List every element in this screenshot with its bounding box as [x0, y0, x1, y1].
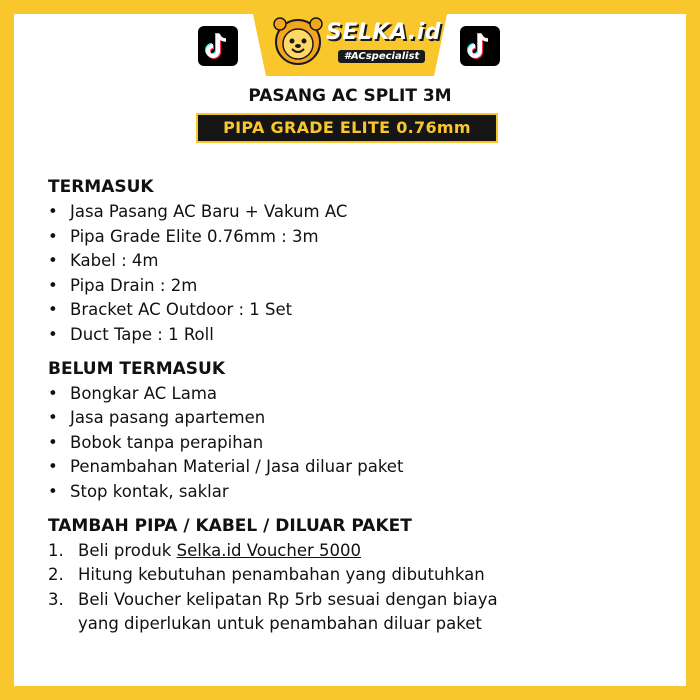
brand-tagline: #ACspecialist — [338, 50, 425, 63]
tiktok-icon — [460, 26, 500, 66]
brand-name: SELKA.id — [326, 20, 442, 45]
tiktok-icon — [198, 26, 238, 66]
list-item: • Bobok tanpa perapihan — [48, 432, 264, 452]
list-item: • Pipa Grade Elite 0.76mm : 3m — [48, 226, 319, 246]
step-item: 2. Hitung kebutuhan penambahan yang dibutuhkan — [48, 565, 485, 585]
step-item: 1. Beli produk Selka.id Voucher 5000 — [48, 540, 362, 560]
excluded-heading: BELUM TERMASUK — [48, 358, 226, 379]
extra-steps — [48, 539, 668, 637]
list-item: • Jasa Pasang AC Baru + Vakum AC — [48, 202, 348, 221]
page-title: PASANG AC SPLIT 3M — [248, 86, 452, 106]
list-item: • Bracket AC Outdoor : 1 Set — [48, 300, 293, 320]
content — [48, 176, 668, 637]
list-item: • Kabel : 4m — [48, 251, 159, 271]
excluded-list — [48, 382, 668, 505]
grade-banner-text: PIPA GRADE ELITE 0.76mm — [223, 118, 471, 137]
list-item: • Pipa Drain : 2m — [48, 275, 198, 295]
list-item: • Bongkar AC Lama — [48, 383, 218, 403]
extra-heading: TAMBAH PIPA / KABEL / DILUAR PAKET — [48, 515, 412, 536]
included-list — [48, 200, 668, 348]
list-item: • Duct Tape : 1 Roll — [48, 324, 214, 344]
lion-mascot-icon — [270, 16, 326, 66]
list-item: • Penambahan Material / Jasa diluar paket — [48, 457, 404, 477]
list-item: • Jasa pasang apartemen — [48, 408, 266, 428]
step-item: 3. Beli Voucher kelipatan Rp 5rb sesuai dengan biaya — [48, 589, 498, 609]
step-item-continued: yang diperlukan untuk penambahan diluar paket — [78, 614, 482, 634]
voucher-link[interactable]: Selka.id Voucher 5000 — [176, 540, 362, 560]
list-item: • Stop kontak, saklar — [48, 481, 229, 501]
included-heading: TERMASUK — [48, 177, 154, 197]
grade-banner — [196, 113, 498, 143]
